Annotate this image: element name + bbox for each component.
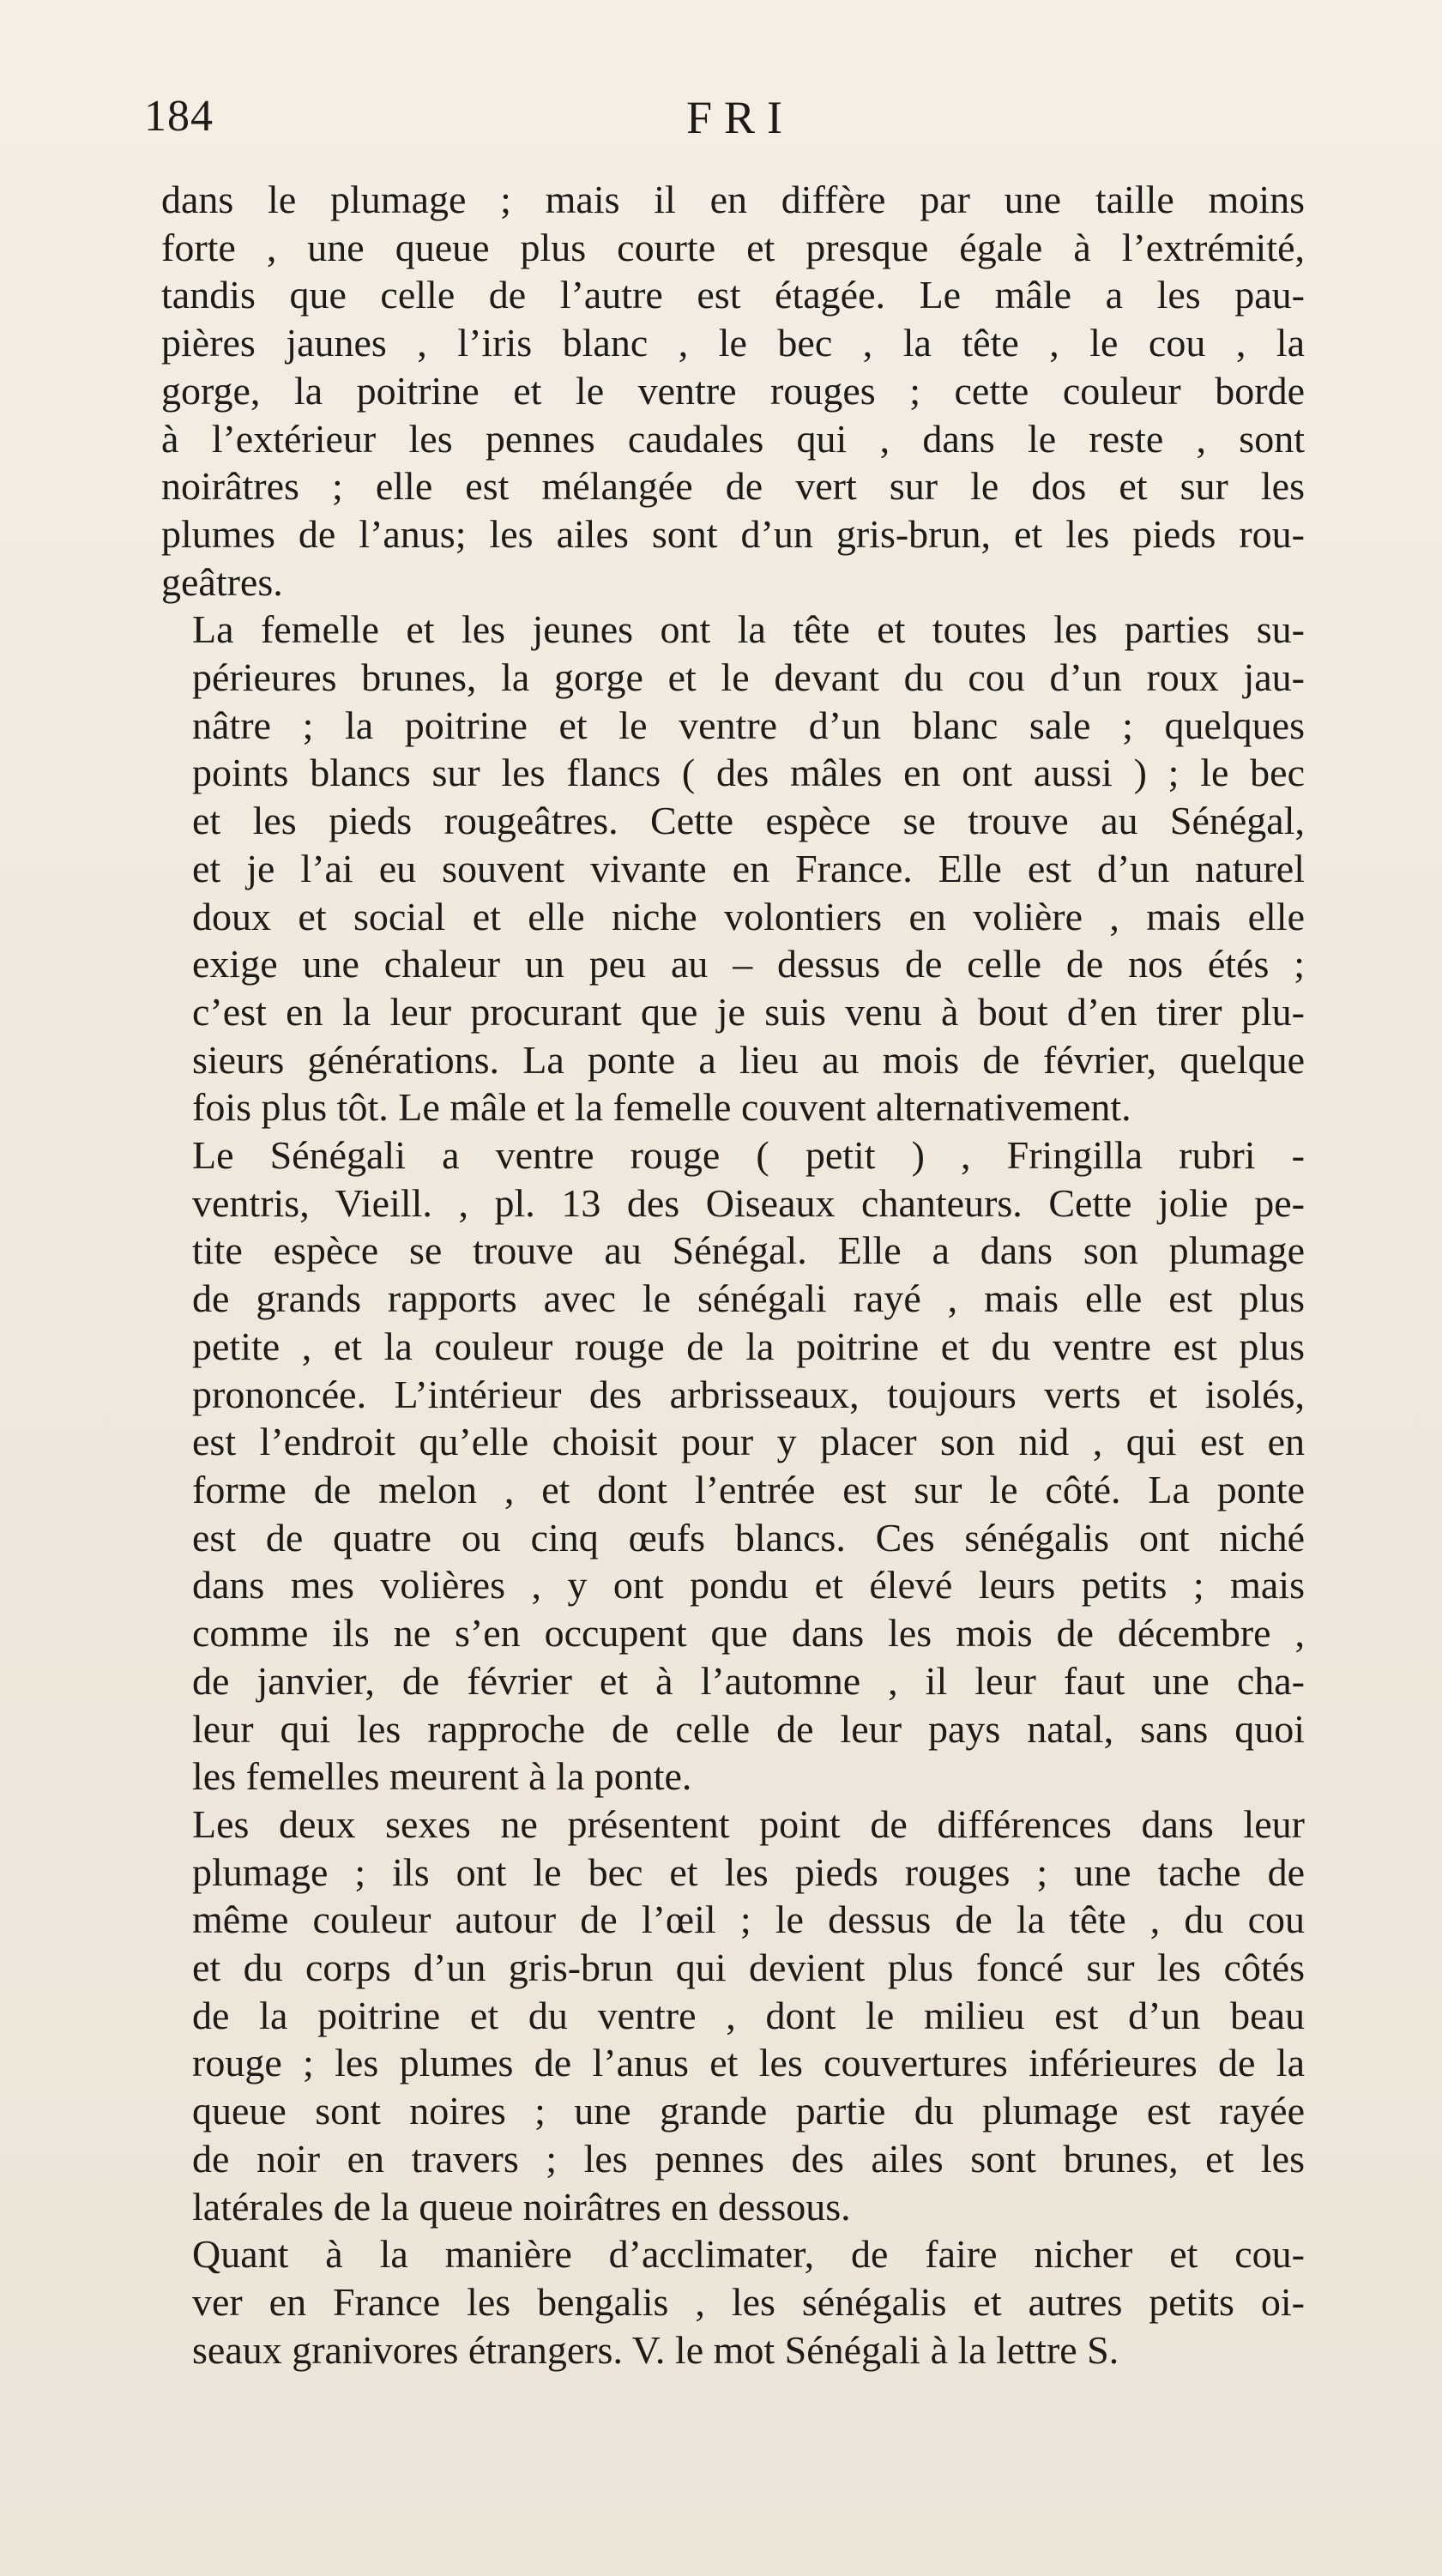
paragraph-4: [161, 1801, 1305, 2230]
text-line: de janvier, de février et à l’automne , il leur faut une cha-: [192, 1658, 1305, 1703]
text-line: noirâtres ; elle est mélangée de vert sur le dos et sur les: [161, 464, 1305, 509]
text-line: c’est en la leur procurant que je suis venu à bout d’en tirer plu-: [192, 989, 1305, 1034]
text-line: Quant à la manière d’acclimater, de faire nicher et cou-: [192, 2232, 1305, 2277]
text-line: comme ils ne s’en occupent que dans les mois de décembre ,: [192, 1611, 1305, 1656]
text-line: plumes de l’anus; les ailes sont d’un gris-brun, et les pieds rou-: [161, 511, 1305, 556]
text-line: dans mes volières , y ont pondu et élevé leurs petits ; mais: [192, 1563, 1305, 1608]
text-line: est l’endroit qu’elle choisit pour y placer son nid , qui est en: [192, 1420, 1305, 1464]
text-line: plumage ; ils ont le bec et les pieds rouges ; une tache de: [192, 1849, 1305, 1894]
paragraph-2: [161, 606, 1305, 1131]
text-line: de la poitrine et du ventre , dont le milieu est d’un beau: [192, 1993, 1305, 2037]
text-line: forte , une queue plus courte et presque égale à l’extrémité,: [161, 225, 1305, 269]
text-line: et du corps d’un gris-brun qui devient plus foncé sur les côtés: [192, 1946, 1305, 1990]
text-line: doux et social et elle niche volontiers en volière , mais elle: [192, 894, 1305, 938]
text-line: de noir en travers ; les pennes des ailes sont brunes, et les: [192, 2136, 1305, 2181]
text-line: pières jaunes , l’iris blanc , le bec , la tête , le cou , la: [161, 321, 1305, 365]
text-line: ventris, Vieill. , pl. 13 des Oiseaux chanteurs. Cette jolie pe-: [192, 1180, 1305, 1225]
text-line: de grands rapports avec le sénégali rayé , mais elle est plus: [192, 1276, 1305, 1321]
text-line: leur qui les rapproche de celle de leur pays natal, sans quoi: [192, 1706, 1305, 1751]
text-line: sieurs générations. La ponte a lieu au mois de février, quelque: [192, 1037, 1305, 1082]
text-line: périeures brunes, la gorge et le devant du cou d’un roux jau-: [192, 655, 1305, 700]
text-line: nâtre ; la poitrine et le ventre d’un blanc sale ; quelques: [192, 703, 1305, 747]
text-line: latérales de la queue noirâtres en dessous.: [192, 2184, 851, 2229]
text-line: tandis que celle de l’autre est étagée. Le mâle a les pau-: [161, 273, 1305, 317]
paragraph-1: [161, 176, 1305, 606]
text-line: et je l’ai eu souvent vivante en France. Elle est d’un naturel: [192, 846, 1305, 890]
page-header: [129, 94, 1347, 154]
text-line: Le Sénégali a ventre rouge ( petit ) , Fringilla rubri -: [192, 1133, 1305, 1178]
text-line: ver en France les bengalis , les sénégalis et autres petits oi-: [192, 2279, 1305, 2324]
text-line: prononcée. L’intérieur des arbrisseaux, toujours verts et isolés,: [192, 1372, 1305, 1416]
text-line: geâtres.: [161, 559, 283, 604]
text-line: Les deux sexes ne présentent point de différences dans leur: [192, 1801, 1305, 1846]
text-line: fois plus tôt. Le mâle et la femelle couvent alternativement.: [192, 1085, 1131, 1130]
text-line: La femelle et les jeunes ont la tête et toutes les parties su-: [192, 607, 1305, 652]
running-head: FRI: [686, 92, 795, 143]
text-line: dans le plumage ; mais il en diffère par une taille moins: [161, 178, 1305, 221]
text-line: forme de melon , et dont l’entrée est sur le côté. La ponte: [192, 1467, 1305, 1511]
text-line: est de quatre ou cinq œufs blancs. Ces sénégalis ont niché: [192, 1515, 1305, 1559]
text-line: points blancs sur les flancs ( des mâles en ont aussi ) ; le bec: [192, 751, 1305, 795]
text-line: exige une chaleur un peu au – dessus de celle de nos étés ;: [192, 942, 1305, 986]
page-number: 184: [144, 92, 214, 141]
text-block: [161, 176, 1305, 2374]
text-line: rouge ; les plumes de l’anus et les couvertures inférieures de la: [192, 2041, 1305, 2085]
text-line: gorge, la poitrine et le ventre rouges ; cette couleur borde: [161, 368, 1305, 413]
text-line: queue sont noires ; une grande partie du plumage est rayée: [192, 2089, 1305, 2133]
text-line: petite , et la couleur rouge de la poitrine et du ventre est plus: [192, 1324, 1305, 1368]
text-line: les femelles meurent à la ponte.: [192, 1754, 692, 1799]
paragraph-5: [161, 2230, 1305, 2374]
text-line: seaux granivores étrangers. V. le mot Sénégali à la lettre S.: [192, 2327, 1119, 2372]
paragraph-3: [161, 1131, 1305, 1801]
text-line: même couleur autour de l’œil ; le dessus de la tête , du cou: [192, 1897, 1305, 1942]
text-line: tite espèce se trouve au Sénégal. Elle a dans son plumage: [192, 1228, 1305, 1273]
text-line: et les pieds rougeâtres. Cette espèce se trouve au Sénégal,: [192, 799, 1305, 843]
text-line: à l’extérieur les pennes caudales qui , dans le reste , sont: [161, 416, 1305, 461]
